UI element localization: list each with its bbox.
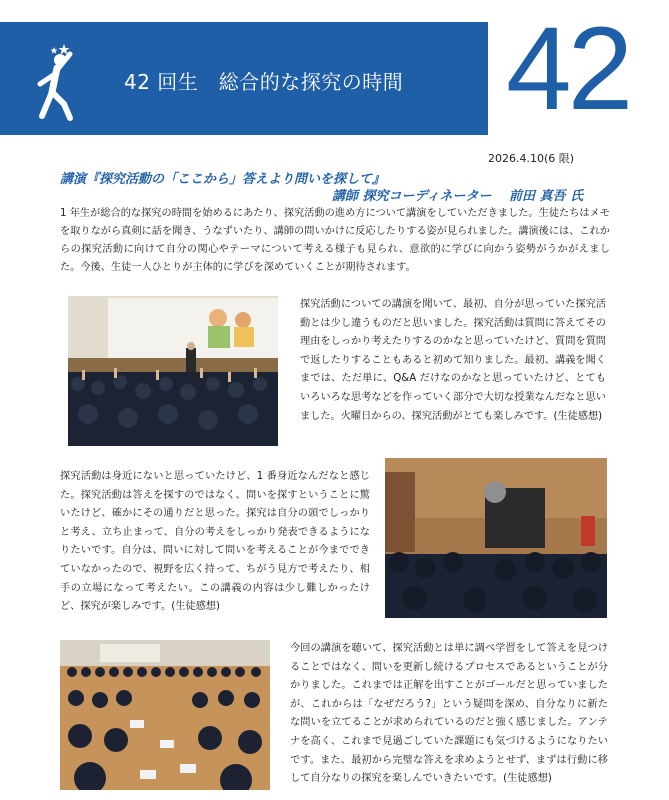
- intro-paragraph: 1 年生が総合的な探究の時間を始めるにあたり、探究活動の進め方について講演をしていただきました。生徒たちはメモを取りながら真剣に話を聞き、うなずいたり、講師の問いかけに反応したりする姿が見られました。講演後には、これからの探究活動に向けて自分の関心やテーマについて考える様子も見られ、意欲的に学びに向かう姿勢がうかがえました。今後、生徒一人ひとりが主体的に学びを深めていくことが期待されます。: [60, 208, 610, 273]
- lecture-title: 講演『探究活動の「ここから」答えより問いを探して』: [60, 172, 386, 187]
- class-number: 42: [506, 3, 630, 135]
- lecture-speaker: 講師 探究コーディネーター 前田 真吾 氏: [332, 189, 584, 204]
- runner-star-icon: [30, 42, 76, 122]
- students-working-photo: [60, 640, 270, 790]
- student-comment-3: 今回の講演を聴いて、探究活動とは単に調べ学習をして答えを見つけることではなく、問いを更新し続けるプロセスであるということが分かりました。これまでは正解を出すことがゴールだと思っていましたが、これからは「なぜだろう?」という疑問を深め、自分なりに新たな問いを立てることが求められているのだと強く感じました。アンテナを高く、これまで見過ごしていた課題にも気づけるようになりたいです。また、最初から完璧な答えを求めようとせず、まずは行動に移して自分なりの探究を楽しんでいきたいです。(生徒感想): [290, 643, 608, 785]
- event-date: 2026.4.10(6 限): [488, 152, 575, 165]
- lecture-hall-photo: [68, 296, 278, 446]
- student-comment-2: 探究活動は身近にないと思っていたけど、1 番身近なんだなと感じた。探究活動は答えを探すのではなく、問いを探すということに驚いたけど、確かにその通りだと思った。探究は自分の頭でしっかりと考え、立ち止まって、自分の考えをしっかり発表できるようになりたいです。自分は、問いに対して問いを考えることが今までできていなかったので、視野を広く持って、ちがう見方で考えたり、相手の立場になって考えたい。この講義の内容は少し難しかったけど、探究が楽しみです。(生徒感想): [60, 471, 370, 613]
- speaker-with-students-photo: [385, 458, 607, 618]
- header-banner: [0, 22, 488, 135]
- page-title: 42 回生 総合的な探究の時間: [124, 70, 404, 94]
- student-comment-1: 探究活動についての講演を聞いて、最初、自分が思っていた探究活動とは少し違うものだと思いました。探究活動は質問に答えてその理由をしっかり考えたりするのかなと思っていたけど、質問を質問で返したりすることもあると初めて知りました。最初、講義を聞くまでは、ただ単に、Q&A だけなのかなと思っていたけど、とてもいろいろな思考などを作っていく部分で大切な授業なんだなと思いました。火曜日からの、探究活動がとても楽しみです。(生徒感想): [300, 299, 606, 422]
